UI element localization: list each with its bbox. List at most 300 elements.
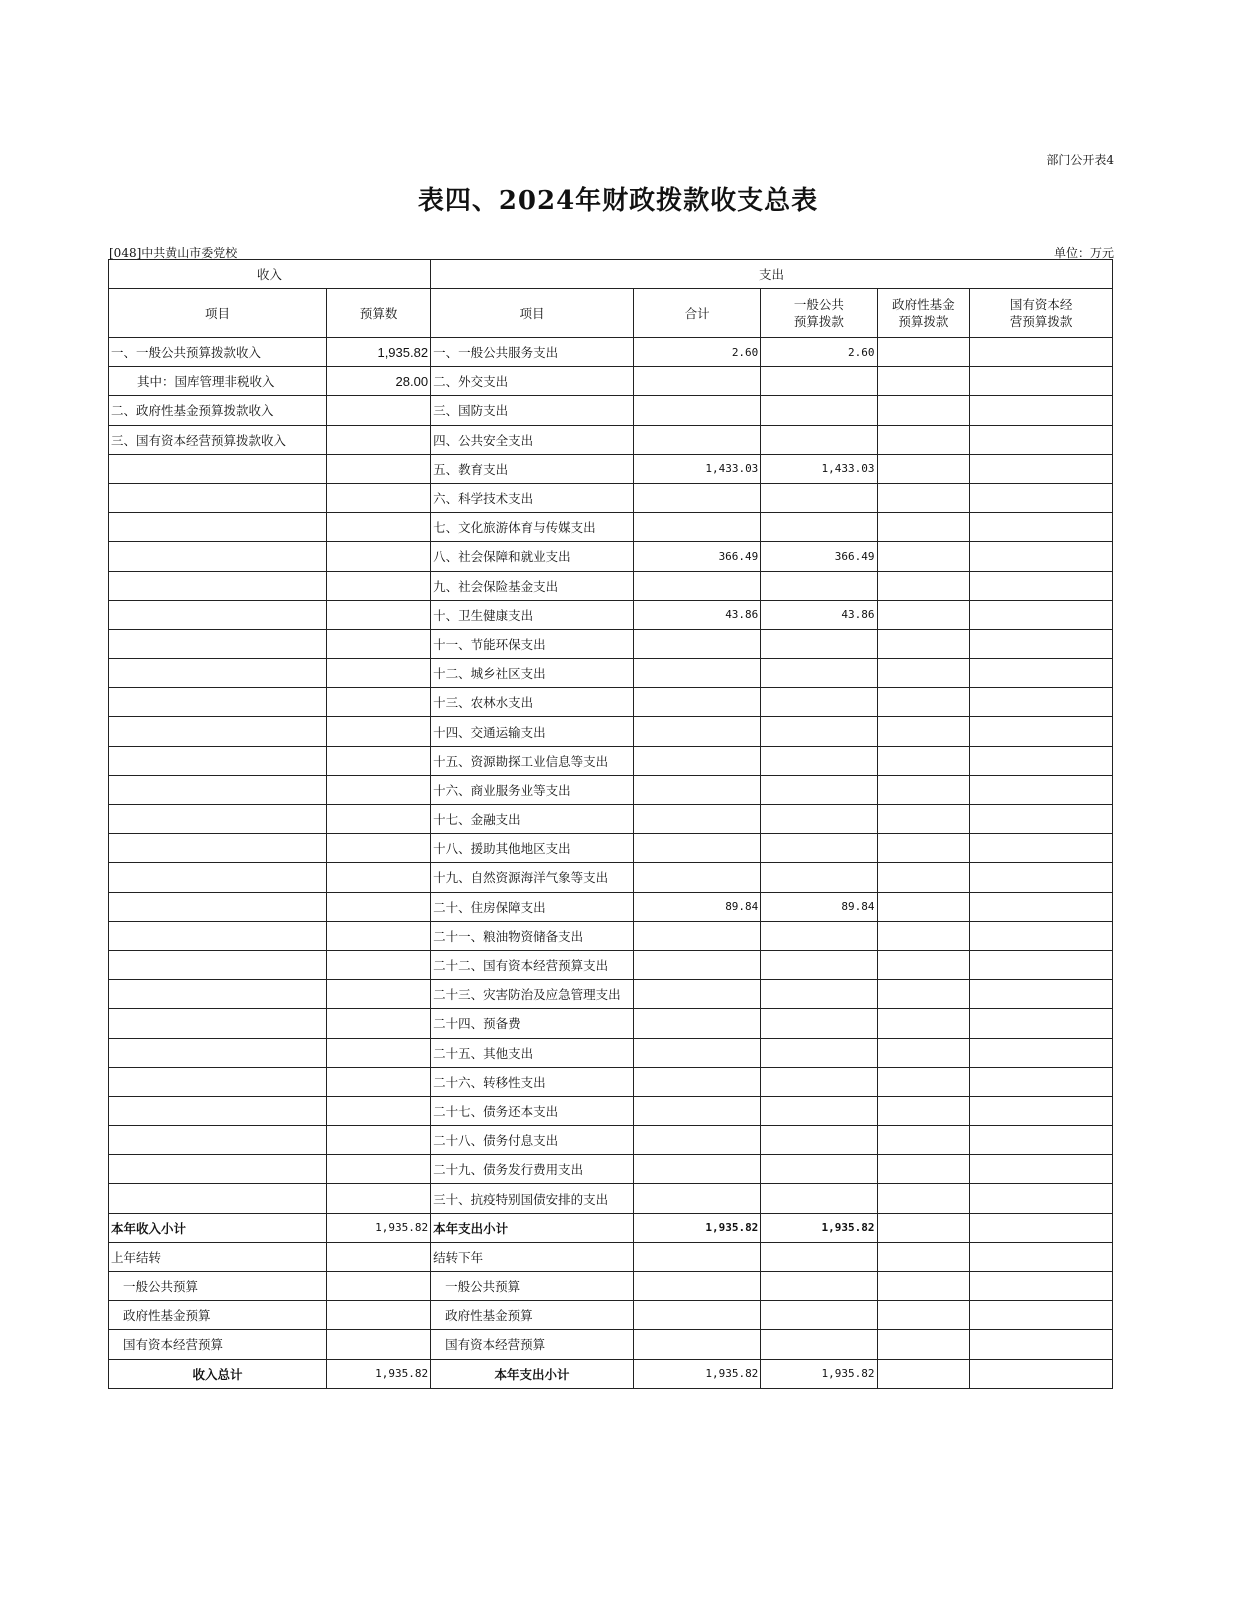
carry-general: [761, 1272, 877, 1301]
expense-total-cell: 43.86: [633, 600, 760, 629]
table-row: [109, 892, 1113, 921]
income-value-cell: [327, 542, 431, 571]
carry-income-value: [327, 1301, 431, 1330]
header-row-columns: [109, 289, 1113, 338]
fund-budget-cell: [877, 950, 970, 979]
general-budget-cell: [761, 1155, 877, 1184]
general-budget-cell: [761, 746, 877, 775]
carry-expense-item: 结转下年: [431, 1242, 634, 1271]
income-value-cell: [327, 483, 431, 512]
fund-budget-cell: [877, 1009, 970, 1038]
carry-total: [633, 1272, 760, 1301]
expense-total-cell: [633, 1067, 760, 1096]
income-value-cell: [327, 571, 431, 600]
carry-income-item: 政府性基金预算: [109, 1301, 327, 1330]
fund-budget-cell: [877, 688, 970, 717]
fund-budget-cell: [877, 1126, 970, 1155]
budget-table: [108, 259, 1113, 1389]
income-value-cell: [327, 425, 431, 454]
general-budget-cell: [761, 513, 877, 542]
table-row: [109, 980, 1113, 1009]
income-item-cell: [109, 659, 327, 688]
income-item-cell: [109, 454, 327, 483]
fund-budget-cell: [877, 980, 970, 1009]
fund-budget-cell: [877, 1184, 970, 1213]
general-budget-cell: [761, 1126, 877, 1155]
state-capital-cell: [970, 1242, 1113, 1271]
carry-income-value: [327, 1272, 431, 1301]
table-row: [109, 688, 1113, 717]
state-capital-cell: [970, 1038, 1113, 1067]
state-capital-cell: [970, 396, 1113, 425]
carry-income-item: 国有资本经营预算: [109, 1330, 327, 1359]
expense-total-cell: [633, 483, 760, 512]
carry-expense-item: 一般公共预算: [431, 1272, 634, 1301]
carry-row: [109, 1242, 1113, 1271]
income-value-cell: [327, 454, 431, 483]
page-reference: 部门公开表4: [1046, 153, 1114, 167]
expense-item-cell: 二十八、债务付息支出: [431, 1126, 634, 1155]
general-budget-cell: 43.86: [761, 600, 877, 629]
general-budget-cell: [761, 367, 877, 396]
fund-budget-cell: [877, 746, 970, 775]
expense-total-cell: [633, 1009, 760, 1038]
expense-item-cell: 二十七、债务还本支出: [431, 1096, 634, 1125]
general-budget-cell: [761, 805, 877, 834]
expense-total-cell: [633, 1096, 760, 1125]
table-row: [109, 659, 1113, 688]
expense-subtotal-label: 本年支出小计: [431, 1213, 634, 1242]
expense-total-cell: [633, 775, 760, 804]
table-row: [109, 338, 1113, 367]
fund-budget-cell: [877, 571, 970, 600]
expense-total-cell: [633, 1184, 760, 1213]
table-row: [109, 483, 1113, 512]
expense-total-cell: [633, 980, 760, 1009]
carry-income-item: 一般公共预算: [109, 1272, 327, 1301]
table-row: [109, 367, 1113, 396]
fund-budget-cell: [877, 1155, 970, 1184]
fund-budget-cell: [877, 775, 970, 804]
table-row: [109, 834, 1113, 863]
income-value-cell: 1,935.82: [327, 338, 431, 367]
income-value-cell: [327, 688, 431, 717]
income-value-cell: [327, 746, 431, 775]
general-budget-cell: [761, 425, 877, 454]
state-capital-cell: [970, 1272, 1113, 1301]
organization-label: [048]中共黄山市委党校: [109, 246, 238, 260]
fund-budget-cell: [877, 1213, 970, 1242]
income-item-cell: 一、一般公共预算拨款收入: [109, 338, 327, 367]
income-value-cell: [327, 892, 431, 921]
fund-budget-cell: [877, 863, 970, 892]
table-row: [109, 1155, 1113, 1184]
fund-budget-cell: [877, 1359, 970, 1388]
income-value-cell: [327, 805, 431, 834]
state-capital-cell: [970, 950, 1113, 979]
expense-total-cell: 89.84: [633, 892, 760, 921]
state-capital-cell: [970, 1009, 1113, 1038]
income-item-cell: 其中：国库管理非税收入: [109, 367, 327, 396]
state-capital-cell: [970, 863, 1113, 892]
expense-header: 支出: [431, 260, 1113, 289]
expense-total-cell: 1,433.03: [633, 454, 760, 483]
income-item-cell: [109, 513, 327, 542]
fund-budget-cell: [877, 892, 970, 921]
expense-item-cell: 二十一、粮油物资储备支出: [431, 921, 634, 950]
income-item-cell: [109, 600, 327, 629]
expense-total-cell: [633, 950, 760, 979]
fund-budget-cell: [877, 1242, 970, 1271]
table-row: [109, 746, 1113, 775]
expense-total-cell: [633, 1126, 760, 1155]
expense-total-cell: [633, 367, 760, 396]
general-budget-cell: [761, 1038, 877, 1067]
income-value-cell: [327, 834, 431, 863]
income-item-cell: [109, 1155, 327, 1184]
expense-item-cell: 八、社会保障和就业支出: [431, 542, 634, 571]
table-row: [109, 1038, 1113, 1067]
expense-item-cell: 十三、农林水支出: [431, 688, 634, 717]
income-item-cell: [109, 717, 327, 746]
expense-item-cell: 二十、住房保障支出: [431, 892, 634, 921]
expense-item-header: 项目: [431, 289, 634, 338]
state-capital-cell: [970, 1359, 1113, 1388]
expense-item-cell: 六、科学技术支出: [431, 483, 634, 512]
income-value-cell: 28.00: [327, 367, 431, 396]
income-value-cell: [327, 921, 431, 950]
fund-budget-cell: [877, 542, 970, 571]
income-value-cell: [327, 717, 431, 746]
income-subtotal-value: 1,935.82: [327, 1213, 431, 1242]
income-value-cell: [327, 775, 431, 804]
income-grand-label: 收入总计: [109, 1359, 327, 1388]
expense-total-cell: 366.49: [633, 542, 760, 571]
carry-income-item: 上年结转: [109, 1242, 327, 1271]
expense-item-cell: 一、一般公共服务支出: [431, 338, 634, 367]
state-capital-cell: [970, 367, 1113, 396]
table-row: [109, 600, 1113, 629]
table-row: [109, 1096, 1113, 1125]
carry-row: [109, 1272, 1113, 1301]
income-item-cell: [109, 542, 327, 571]
income-value-cell: [327, 1126, 431, 1155]
state-capital-cell: [970, 746, 1113, 775]
table-row: [109, 717, 1113, 746]
state-capital-cell: [970, 1213, 1113, 1242]
table-row: [109, 1184, 1113, 1213]
income-item-cell: [109, 1009, 327, 1038]
table-row: [109, 425, 1113, 454]
fund-budget-cell: [877, 659, 970, 688]
state-header-line2: 营预算拨款: [1009, 314, 1073, 329]
expense-item-cell: 十、卫生健康支出: [431, 600, 634, 629]
fund-budget-cell: [877, 805, 970, 834]
subtotal-row: [109, 1213, 1113, 1242]
fund-budget-cell: [877, 1301, 970, 1330]
header-row-top: [109, 260, 1113, 289]
state-capital-cell: [970, 454, 1113, 483]
carry-total: [633, 1301, 760, 1330]
general-budget-cell: [761, 629, 877, 658]
state-capital-cell: [970, 629, 1113, 658]
income-item-cell: [109, 805, 327, 834]
general-budget-cell: [761, 921, 877, 950]
general-budget-cell: [761, 1009, 877, 1038]
table-row: [109, 1067, 1113, 1096]
carry-expense-item: 国有资本经营预算: [431, 1330, 634, 1359]
expense-total-cell: [633, 717, 760, 746]
total-header: 合计: [633, 289, 760, 338]
expense-total-cell: [633, 921, 760, 950]
income-item-header: 项目: [109, 289, 327, 338]
table-row: [109, 396, 1113, 425]
state-capital-cell: [970, 1301, 1113, 1330]
expense-item-cell: 三十、抗疫特别国债安排的支出: [431, 1184, 634, 1213]
expense-total-cell: [633, 746, 760, 775]
fund-budget-cell: [877, 1096, 970, 1125]
table-row: [109, 571, 1113, 600]
expense-total-cell: 2.60: [633, 338, 760, 367]
carry-total: [633, 1330, 760, 1359]
general-budget-cell: [761, 1067, 877, 1096]
expense-total-cell: [633, 688, 760, 717]
income-item-cell: [109, 1184, 327, 1213]
income-item-cell: [109, 1038, 327, 1067]
state-capital-cell: [970, 892, 1113, 921]
fund-budget-cell: [877, 717, 970, 746]
fund-budget-cell: [877, 338, 970, 367]
carry-total: [633, 1242, 760, 1271]
state-capital-cell: [970, 338, 1113, 367]
general-budget-cell: [761, 980, 877, 1009]
table-row: [109, 805, 1113, 834]
general-budget-cell: [761, 688, 877, 717]
income-item-cell: [109, 863, 327, 892]
table-row: [109, 1009, 1113, 1038]
state-capital-cell: [970, 1330, 1113, 1359]
income-item-cell: [109, 950, 327, 979]
fund-budget-cell: [877, 629, 970, 658]
expense-total-cell: [633, 396, 760, 425]
carry-general: [761, 1242, 877, 1271]
expense-item-cell: 七、文化旅游体育与传媒支出: [431, 513, 634, 542]
state-capital-cell: [970, 805, 1113, 834]
expense-item-cell: 十二、城乡社区支出: [431, 659, 634, 688]
carry-expense-item: 政府性基金预算: [431, 1301, 634, 1330]
unit-label: 单位：万元: [1053, 246, 1114, 260]
table-row: [109, 454, 1113, 483]
expense-total-cell: [633, 1155, 760, 1184]
state-capital-cell: [970, 775, 1113, 804]
state-capital-cell: [970, 513, 1113, 542]
general-budget-cell: 366.49: [761, 542, 877, 571]
income-value-cell: [327, 950, 431, 979]
carry-income-value: [327, 1242, 431, 1271]
carry-general: [761, 1330, 877, 1359]
expense-total-cell: [633, 629, 760, 658]
general-budget-header: [761, 289, 877, 338]
general-budget-cell: [761, 775, 877, 804]
income-item-cell: [109, 921, 327, 950]
fund-budget-cell: [877, 396, 970, 425]
general-header-line2: 预算拨款: [793, 314, 844, 329]
expense-item-cell: 九、社会保险基金支出: [431, 571, 634, 600]
income-item-cell: [109, 980, 327, 1009]
state-capital-cell: [970, 717, 1113, 746]
fund-header-line1: 政府性基金: [892, 297, 955, 312]
income-value-cell: [327, 1009, 431, 1038]
carry-general: [761, 1301, 877, 1330]
expense-item-cell: 二十六、转移性支出: [431, 1067, 634, 1096]
income-subtotal-label: 本年收入小计: [109, 1213, 327, 1242]
state-capital-cell: [970, 542, 1113, 571]
income-value-cell: [327, 1155, 431, 1184]
fund-budget-cell: [877, 513, 970, 542]
income-header: 收入: [109, 260, 431, 289]
income-value-cell: [327, 396, 431, 425]
state-capital-cell: [970, 834, 1113, 863]
fund-budget-cell: [877, 1038, 970, 1067]
expense-total-cell: [633, 834, 760, 863]
income-item-cell: [109, 892, 327, 921]
general-budget-cell: [761, 834, 877, 863]
table-row: [109, 921, 1113, 950]
expense-item-cell: 十一、节能环保支出: [431, 629, 634, 658]
fund-budget-cell: [877, 600, 970, 629]
expense-item-cell: 二十三、灾害防治及应急管理支出: [431, 980, 634, 1009]
state-capital-cell: [970, 571, 1113, 600]
income-item-cell: 三、国有资本经营预算拨款收入: [109, 425, 327, 454]
expense-item-cell: 三、国防支出: [431, 396, 634, 425]
fund-budget-cell: [877, 367, 970, 396]
income-value-cell: [327, 1038, 431, 1067]
state-capital-cell: [970, 600, 1113, 629]
expense-total-cell: [633, 805, 760, 834]
expense-item-cell: 二、外交支出: [431, 367, 634, 396]
table-row: [109, 1126, 1113, 1155]
state-capital-cell: [970, 483, 1113, 512]
state-capital-cell: [970, 1096, 1113, 1125]
fund-budget-cell: [877, 454, 970, 483]
table-row: [109, 629, 1113, 658]
table-row: [109, 863, 1113, 892]
expense-subtotal-total: 1,935.82: [633, 1213, 760, 1242]
state-capital-cell: [970, 1155, 1113, 1184]
expense-item-cell: 二十五、其他支出: [431, 1038, 634, 1067]
table-row: [109, 950, 1113, 979]
expense-item-cell: 十九、自然资源海洋气象等支出: [431, 863, 634, 892]
state-capital-cell: [970, 1126, 1113, 1155]
expense-grand-general: 1,935.82: [761, 1359, 877, 1388]
state-header-line1: 国有资本经: [1009, 297, 1073, 312]
general-budget-cell: 89.84: [761, 892, 877, 921]
expense-item-cell: 四、公共安全支出: [431, 425, 634, 454]
general-budget-cell: [761, 863, 877, 892]
carry-row: [109, 1330, 1113, 1359]
income-item-cell: [109, 834, 327, 863]
income-item-cell: [109, 1126, 327, 1155]
income-value-cell: [327, 600, 431, 629]
income-value-cell: [327, 1096, 431, 1125]
state-capital-cell: [970, 659, 1113, 688]
income-item-cell: 二、政府性基金预算拨款收入: [109, 396, 327, 425]
income-item-cell: [109, 775, 327, 804]
general-budget-cell: [761, 483, 877, 512]
income-item-cell: [109, 571, 327, 600]
income-value-cell: [327, 659, 431, 688]
fund-budget-cell: [877, 834, 970, 863]
fund-budget-header: [877, 289, 970, 338]
grand-total-row: [109, 1359, 1113, 1388]
fund-budget-cell: [877, 1067, 970, 1096]
expense-grand-label: 本年支出小计: [431, 1359, 634, 1388]
fund-budget-cell: [877, 1272, 970, 1301]
expense-item-cell: 二十四、预备费: [431, 1009, 634, 1038]
general-budget-cell: 1,433.03: [761, 454, 877, 483]
state-capital-cell: [970, 1067, 1113, 1096]
expense-total-cell: [633, 863, 760, 892]
state-capital-header: [970, 289, 1113, 338]
income-item-cell: [109, 1067, 327, 1096]
expense-total-cell: [633, 659, 760, 688]
fund-header-line2: 预算拨款: [898, 314, 949, 329]
expense-subtotal-general: 1,935.82: [761, 1213, 877, 1242]
income-item-cell: [109, 629, 327, 658]
expense-item-cell: 十六、商业服务业等支出: [431, 775, 634, 804]
income-value-cell: [327, 1067, 431, 1096]
expense-item-cell: 十五、资源勘探工业信息等支出: [431, 746, 634, 775]
general-budget-cell: [761, 1096, 877, 1125]
general-budget-cell: [761, 1184, 877, 1213]
state-capital-cell: [970, 688, 1113, 717]
carry-income-value: [327, 1330, 431, 1359]
expense-grand-total: 1,935.82: [633, 1359, 760, 1388]
general-header-line1: 一般公共: [793, 297, 844, 312]
state-capital-cell: [970, 1184, 1113, 1213]
income-value-cell: [327, 513, 431, 542]
income-grand-value: 1,935.82: [327, 1359, 431, 1388]
expense-item-cell: 十七、金融支出: [431, 805, 634, 834]
table-row: [109, 542, 1113, 571]
expense-item-cell: 十四、交通运输支出: [431, 717, 634, 746]
page-title: 表四、2024年财政拨款收支总表: [417, 186, 819, 216]
income-value-cell: [327, 1184, 431, 1213]
expense-total-cell: [633, 513, 760, 542]
general-budget-cell: [761, 717, 877, 746]
general-budget-cell: [761, 396, 877, 425]
income-budget-header: 预算数: [327, 289, 431, 338]
expense-item-cell: 十八、援助其他地区支出: [431, 834, 634, 863]
general-budget-cell: [761, 659, 877, 688]
table-row: [109, 775, 1113, 804]
carry-row: [109, 1301, 1113, 1330]
fund-budget-cell: [877, 921, 970, 950]
expense-total-cell: [633, 571, 760, 600]
fund-budget-cell: [877, 425, 970, 454]
state-capital-cell: [970, 980, 1113, 1009]
general-budget-cell: [761, 950, 877, 979]
fund-budget-cell: [877, 1330, 970, 1359]
general-budget-cell: [761, 571, 877, 600]
state-capital-cell: [970, 425, 1113, 454]
income-value-cell: [327, 863, 431, 892]
state-capital-cell: [970, 921, 1113, 950]
income-item-cell: [109, 483, 327, 512]
income-value-cell: [327, 629, 431, 658]
income-item-cell: [109, 746, 327, 775]
general-budget-cell: 2.60: [761, 338, 877, 367]
